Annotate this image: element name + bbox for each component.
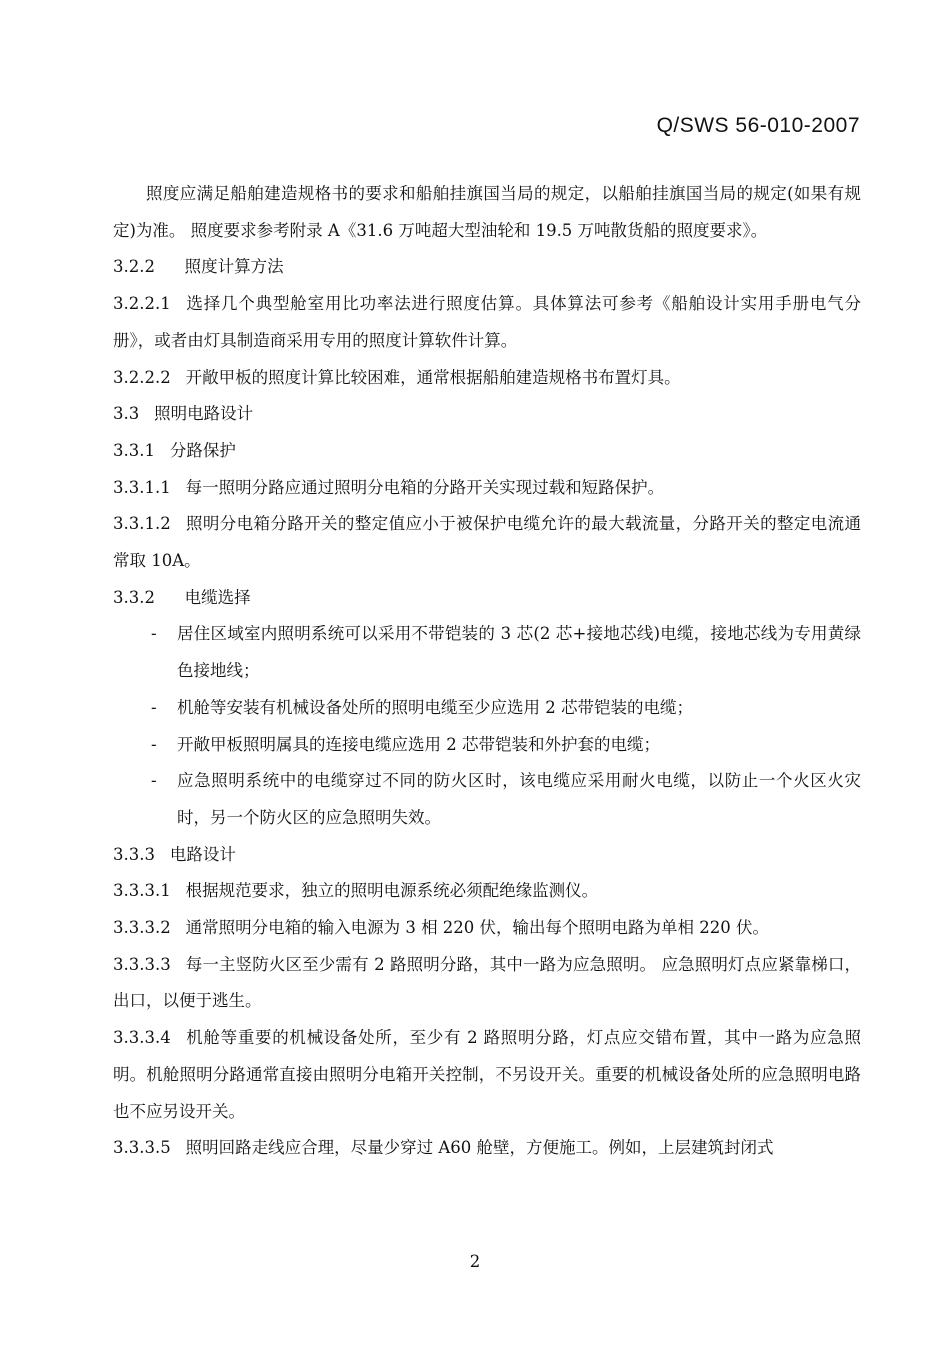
section-3-3-heading xyxy=(113,396,861,433)
intro-paragraph: 照度应满足船舶建造规格书的要求和船舶挂旗国当局的规定，以船舶挂旗国当局的规定(如果有规定)为准。 照度要求参考附录 A《31.6 万吨超大型油轮和 19.5 万吨散货船的照度要求》。 xyxy=(113,184,861,240)
document-code: Q/SWS 56-010-2007 xyxy=(656,114,860,137)
section-title: 电路设计 xyxy=(169,844,236,864)
list-item-text: 开敞甲板照明属具的连接电缆应选用 2 芯带铠装和外护套的电缆； xyxy=(177,734,660,754)
document-body xyxy=(113,176,861,1167)
bullet-dash: - xyxy=(151,697,157,717)
clause-text: 照明回路走线应合理，尽量少穿过 A60 舱壁，方便施工。例如，上层建筑封闭式 xyxy=(185,1138,774,1158)
clause-text: 通常照明分电箱的输入电源为 3 相 220 伏，输出每个照明电路为单相 220 伏。 xyxy=(185,918,770,938)
list-item xyxy=(113,727,861,764)
section-title: 电缆选择 xyxy=(184,587,251,607)
list-item xyxy=(113,616,861,689)
clause-number: 3.3.3.4 xyxy=(113,1028,171,1048)
clause-text: 根据规范要求，独立的照明电源系统必须配绝缘监测仪。 xyxy=(185,881,599,901)
section-title: 照度计算方法 xyxy=(184,257,284,277)
clause-3-2-2-1 xyxy=(113,286,861,359)
clause-number: 3.2.2.1 xyxy=(113,294,171,314)
section-3-3-1-heading xyxy=(113,433,861,470)
section-title: 照明电路设计 xyxy=(154,404,254,424)
section-number: 3.3.1 xyxy=(113,440,155,460)
clause-text: 机舱等重要的机械设备处所，至少有 2 路照明分路，灯点应交错布置，其中一路为应急照明。机舱照明分路通常直接由照明分电箱开关控制，不另设开关。重要的机械设备处所的应急照明电路也不应另设开关。 xyxy=(113,1028,861,1121)
section-number: 3.3.2 xyxy=(113,587,155,607)
section-number: 3.2.2 xyxy=(113,257,155,277)
section-3-3-2-heading xyxy=(113,580,861,617)
clause-number: 3.3.1.2 xyxy=(113,514,171,534)
clause-text: 开敞甲板的照度计算比较困难，通常根据船舶建造规格书布置灯具。 xyxy=(185,367,681,387)
section-number: 3.3.3 xyxy=(113,844,155,864)
bullet-dash: - xyxy=(151,734,157,754)
section-3-2-2-heading xyxy=(113,249,861,286)
page-number: 2 xyxy=(469,1252,481,1271)
bullet-dash: - xyxy=(151,771,157,791)
clause-3-3-3-5 xyxy=(113,1130,861,1167)
clause-text: 每一照明分路应通过照明分电箱的分路开关实现过载和短路保护。 xyxy=(185,477,665,497)
clause-text: 照明分电箱分路开关的整定值应小于被保护电缆允许的最大载流量，分路开关的整定电流通常取 10A。 xyxy=(113,514,861,571)
list-item-text: 应急照明系统中的电缆穿过不同的防火区时，该电缆应采用耐火电缆，以防止一个火区火灾时，另一个防火区的应急照明失效。 xyxy=(177,771,861,827)
clause-3-3-3-2 xyxy=(113,910,861,947)
clause-number: 3.3.3.2 xyxy=(113,918,171,938)
clause-3-3-3-3 xyxy=(113,947,861,1020)
list-item-text: 居住区域室内照明系统可以采用不带铠装的 3 芯(2 芯+接地芯线)电缆，接地芯线为专用黄绿色接地线； xyxy=(177,624,861,681)
clause-number: 3.3.3.1 xyxy=(113,881,171,901)
clause-number: 3.3.1.1 xyxy=(113,477,171,497)
clause-number: 3.2.2.2 xyxy=(113,367,171,387)
section-number: 3.3 xyxy=(113,404,140,424)
list-item-text: 机舱等安装有机械设备处所的照明电缆至少应选用 2 芯带铠装的电缆； xyxy=(177,697,693,717)
section-3-3-3-heading xyxy=(113,837,861,874)
list-item xyxy=(113,690,861,727)
clause-3-3-3-1 xyxy=(113,873,861,910)
clause-number: 3.3.3.5 xyxy=(113,1138,171,1158)
clause-text: 选择几个典型舱室用比功率法进行照度估算。具体算法可参考《船舶设计实用手册电气分册》，或者由灯具制造商采用专用的照度计算软件计算。 xyxy=(113,294,861,350)
bullet-dash: - xyxy=(151,624,157,644)
section-title: 分路保护 xyxy=(169,440,236,460)
clause-3-3-3-4 xyxy=(113,1020,861,1130)
clause-3-2-2-2 xyxy=(113,360,861,397)
list-item xyxy=(113,763,861,836)
clause-3-3-1-2 xyxy=(113,506,861,579)
clause-text: 每一主竖防火区至少需有 2 路照明分路，其中一路为应急照明。 应急照明灯点应紧靠梯口，出口，以便于逃生。 xyxy=(113,954,861,1011)
clause-number: 3.3.3.3 xyxy=(113,954,171,974)
clause-3-3-1-1 xyxy=(113,470,861,507)
